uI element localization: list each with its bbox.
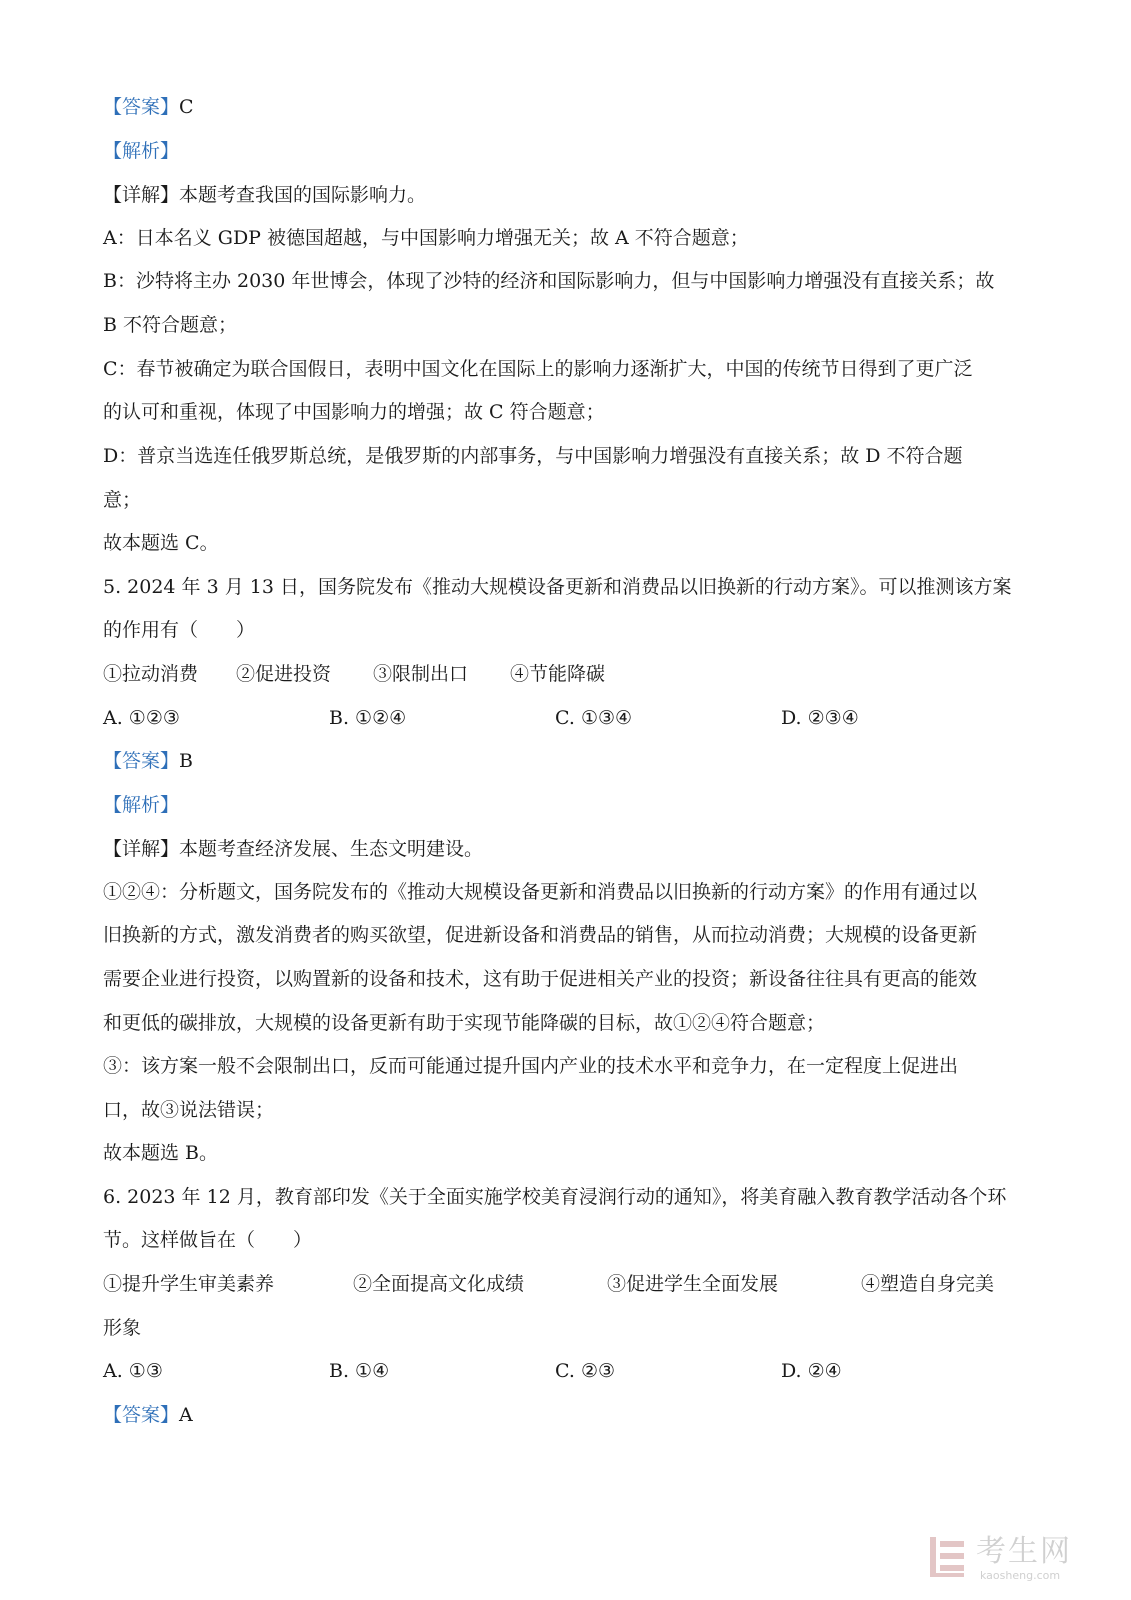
analysis-tag: 【解析】: [103, 794, 180, 816]
detail-intro: 本题考查经济发展、生态文明建设。: [179, 838, 484, 860]
q6-stem: 6. 2023 年 12 月，教育部印发《关于全面实施学校美育浸润行动的通知》，将美育融入教育教学活动各个环: [103, 1186, 1007, 1208]
q5-choice-b: B. ①②④: [329, 707, 407, 729]
q4-line: B 不符合题意；: [103, 314, 238, 336]
q4-line: D：普京当选连任俄罗斯总统，是俄罗斯的内部事务，与中国影响力增强没有直接关系；故 D 不符合题: [103, 445, 963, 467]
q5-choice-d: D. ②③④: [781, 707, 859, 729]
q6-choice-b: B. ①④: [329, 1360, 390, 1382]
detail-intro: 本题考查我国的国际影响力。: [179, 184, 427, 206]
q6-choice-c: C. ②③: [555, 1360, 616, 1382]
q6-answer: [103, 1402, 1028, 1428]
q5-line: ①②④：分析题文，国务院发布的《推动大规模设备更新和消费品以旧换新的行动方案》的作用有通过以: [103, 881, 978, 903]
q5-answer: [103, 748, 1028, 774]
q6-choice-a: A. ①③: [103, 1360, 163, 1382]
q5-item: ②促进投资: [236, 663, 332, 685]
q6-item: ④塑造自身完美: [861, 1273, 995, 1295]
q5-stem: 5. 2024 年 3 月 13 日，国务院发布《推动大规模设备更新和消费品以旧换新的行动方案》。可以推测该方案: [103, 576, 1012, 598]
watermark-text: 考生网: [976, 1534, 1072, 1569]
q6-item: ②全面提高文化成绩: [353, 1273, 525, 1295]
answer-tag: 【答案】: [103, 96, 180, 118]
answer-value: C: [179, 96, 194, 118]
answer-value: A: [179, 1404, 193, 1426]
q5-analysis-heading: [103, 792, 1028, 818]
q6-item: ③促进学生全面发展: [607, 1273, 779, 1295]
q4-line: 意；: [103, 489, 142, 511]
q4-line: B：沙特将主办 2030 年世博会，体现了沙特的经济和国际影响力，但与中国影响力增强没有直接关系；故: [103, 270, 995, 292]
q5-item: ①拉动消费: [103, 663, 199, 685]
answer-tag: 【答案】: [103, 1404, 180, 1426]
q5-line: 和更低的碳排放，大规模的设备更新有助于实现节能降碳的目标，故①②④符合题意；: [103, 1012, 826, 1034]
q6-item: ①提升学生审美素养: [103, 1273, 275, 1295]
q5-detail: [103, 836, 1028, 862]
q6-item-wrap: 形象: [103, 1317, 142, 1339]
q4-detail: [103, 182, 1028, 208]
q5-item: ③限制出口: [373, 663, 469, 685]
q5-line: 口，故③说法错误；: [103, 1099, 275, 1121]
logo-icon: [928, 1535, 968, 1581]
q5-choice-c: C. ①③④: [555, 707, 633, 729]
answer-tag: 【答案】: [103, 750, 180, 772]
detail-tag: 【详解】: [103, 184, 180, 206]
q4-analysis-heading: [103, 138, 1028, 164]
analysis-tag: 【解析】: [103, 140, 180, 162]
q6-stem: 节。这样做旨在（ ）: [103, 1229, 313, 1251]
q5-line: 需要企业进行投资，以购置新的设备和技术，这有助于促进相关产业的投资；新设备往往具有更高的能效: [103, 968, 978, 990]
watermark-url: kaosheng.com: [980, 1569, 1061, 1582]
q5-stem: 的作用有（ ）: [103, 619, 256, 641]
q4-answer: [103, 94, 1028, 120]
q4-line: A：日本名义 GDP 被德国超越，与中国影响力增强无关；故 A 不符合题意；: [103, 227, 749, 249]
detail-tag: 【详解】: [103, 838, 180, 860]
answer-value: B: [179, 750, 193, 772]
q5-line: ③：该方案一般不会限制出口，反而可能通过提升国内产业的技术水平和竞争力，在一定程度上促进出: [103, 1055, 959, 1077]
q4-line: C：春节被确定为联合国假日，表明中国文化在国际上的影响力逐渐扩大，中国的传统节日得到了更广泛: [103, 358, 973, 380]
q5-line: 故本题选 B。: [103, 1142, 219, 1164]
q6-choice-d: D. ②④: [781, 1360, 842, 1382]
q5-item: ④节能降碳: [510, 663, 606, 685]
q5-line: 旧换新的方式，激发消费者的购买欲望，促进新设备和消费品的销售，从而拉动消费；大规模的设备更新: [103, 924, 978, 946]
q5-choice-a: A. ①②③: [103, 707, 180, 729]
q4-line: 故本题选 C。: [103, 532, 219, 554]
watermark-logo: [928, 1535, 1098, 1585]
q4-line: 的认可和重视，体现了中国影响力的增强；故 C 符合题意；: [103, 401, 605, 423]
